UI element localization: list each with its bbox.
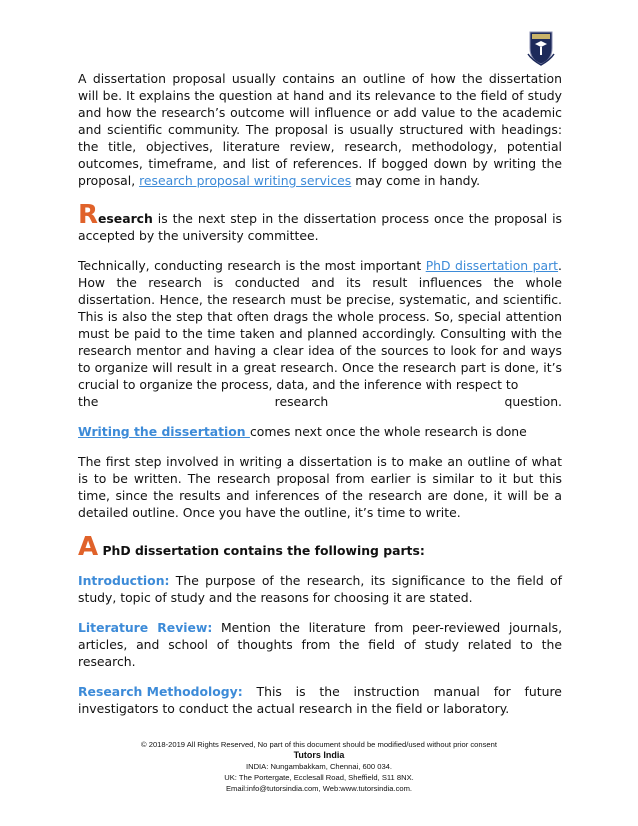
paragraph-research: Research is the next step in the dissertation process once the proposal is accepted by the university committee. [78, 200, 562, 243]
footer-india-address: INDIA: Nungambakkam, Chennai, 600 034. [245, 762, 393, 771]
writing-dissertation-link[interactable]: Writing the dissertation [78, 424, 250, 439]
parts-heading: A PhD dissertation contains the following parts: [78, 532, 425, 562]
footer-contact: Email:info@tutorsindia.com, Web:www.tutorsindia.com. [225, 784, 413, 793]
footer-brand: Tutors India [293, 750, 345, 760]
dropcap-r: R [78, 200, 99, 230]
footer-copyright: © 2018-2019 All Rights Reserved, No part of this document should be modified/used without prior consent [141, 740, 497, 749]
paragraph-introduction: Introduction: The purpose of the research, its significance to the field of study, topic of study and the reasons for choosing it are stated. [78, 573, 562, 605]
literature-review-label: Literature Review: [78, 620, 213, 635]
page-footer [0, 739, 638, 794]
paragraph-literature-review: Literature Review: Mention the literature from peer-reviewed journals, articles, and school of thoughts from the field of study related to the research. [78, 620, 563, 669]
introduction-label: Introduction: [78, 573, 170, 588]
paragraph-writing: Writing the dissertation comes next once the whole research is done [78, 424, 527, 439]
research-proposal-link[interactable]: research proposal writing services [139, 173, 352, 188]
paragraph-technically: Technically, conducting research is the most important PhD dissertation part. How the research is conducted and its result influences the whole dissertation. Hence, the research must be precise, systematic, and scientific. This is also the step that often drags the whole process. So, special attention must be paid to the time taken and planned accordingly. Consulting with the research mentor and having a clear idea of the sources to look for and ways to organize will result in a great research. Once the research part is done, it’s crucial to organize the process, data, and the inference with respect to [78, 258, 562, 392]
research-methodology-label: Research Methodology: [78, 684, 243, 699]
dropcap-a: A [78, 532, 99, 562]
paragraph-proposal: A dissertation proposal usually contains an outline of how the dissertation will be. It explains the question at hand and its relevance to the field of study and how the research’s outcome will influence or add value to the academic and scientific community. The proposal is usually structured with headings: the title, objectives, literature review, research, methodology, potential outcomes, timeframe, and list of references. If bogged down by writing the proposal, research proposal writing services may come in handy. [78, 71, 562, 188]
paragraph-methodology: investigators to conduct the actual research in the field or laboratory. [78, 701, 510, 716]
paragraph-first-step: The first step involved in writing a dissertation is to make an outline of what is to be written. The research proposal from earlier is similar to it but this time, since the results and inferences of the research are done, it will be a detailed outline. Once you have the outline, it’s time to write. [78, 454, 562, 520]
paragraph-methodology-first-line: Research Methodology: This is the instruction manual for future [78, 684, 562, 699]
document-body [78, 70, 562, 717]
phd-dissertation-part-link[interactable]: PhD dissertation part [425, 258, 559, 273]
paragraph-technically-last-line: the research question. [78, 394, 562, 409]
crest-icon [526, 30, 556, 66]
footer-uk-address: UK: The Portergate, Ecclesall Road, Sheffield, S11 8NX. [224, 773, 414, 782]
